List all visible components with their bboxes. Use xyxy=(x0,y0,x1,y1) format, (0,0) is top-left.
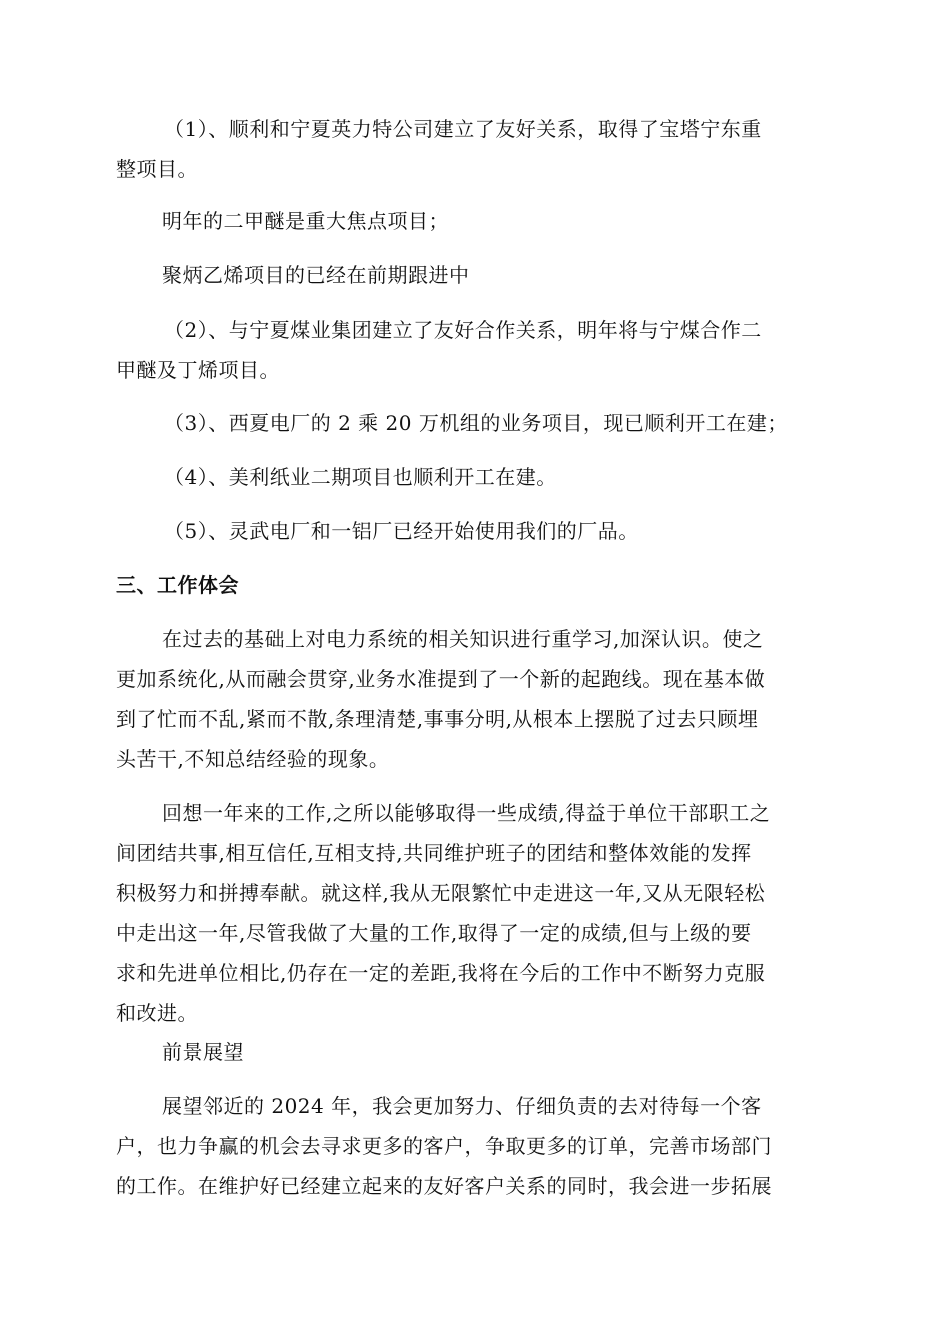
text-line: 户，也力争赢的机会去寻求更多的客户，争取更多的订单，完善市场部门 xyxy=(116,1134,772,1158)
text-line: 头苦干,不知总结经验的现象。 xyxy=(116,747,390,771)
text-line: 整项目。 xyxy=(116,157,198,181)
item-5 xyxy=(116,403,832,443)
item-2 xyxy=(116,201,832,241)
text-line: （5）、灵武电厂和一铝厂已经开始使用我们的厂品。 xyxy=(164,519,639,543)
paragraph-4 xyxy=(116,1086,832,1206)
text-line: 明年的二甲醚是重大焦点项目； xyxy=(162,209,449,233)
text-line: （4）、美利纸业二期项目也顺利开工在建。 xyxy=(164,465,557,489)
text-line: 积极努力和拼搏奉献。就这样,我从无限繁忙中走进这一年,又从无限轻松 xyxy=(116,881,766,905)
text-line: （2）、与宁夏煤业集团建立了友好合作关系，明年将与宁煤合作二 xyxy=(164,318,762,342)
text-line: 间团结共事,相互信任,互相支持,共同维护班子的团结和整体效能的发挥 xyxy=(116,841,752,865)
text-line: 聚炳乙烯项目的已经在前期跟进中 xyxy=(162,263,470,287)
text-line: 在过去的基础上对电力系统的相关知识进行重学习,加深认识。使之 xyxy=(162,627,764,651)
section-heading xyxy=(116,565,832,605)
item-7 xyxy=(116,511,832,551)
item-3 xyxy=(116,255,832,295)
item-4 xyxy=(116,310,832,390)
text-line: 到了忙而不乱,紧而不散,条理清楚,事事分明,从根本上摆脱了过去只顾埋 xyxy=(116,707,759,731)
text-line: 和改进。 xyxy=(116,1001,198,1025)
text-line: 中走出这一年,尽管我做了大量的工作,取得了一定的成绩,但与上级的要 xyxy=(116,921,752,945)
text-line: 甲醚及丁烯项目。 xyxy=(116,358,280,382)
paragraph-1 xyxy=(116,619,832,779)
text-line: 回想一年来的工作,之所以能够取得一些成绩,得益于单位干部职工之 xyxy=(162,801,771,825)
text-line: （1）、顺利和宁夏英力特公司建立了友好关系，取得了宝塔宁东重 xyxy=(164,117,762,141)
text-line: （3）、西夏电厂的 2 乘 20 万机组的业务项目，现已顺利开工在建； xyxy=(164,411,788,435)
heading-text: 三、工作体会 xyxy=(116,573,239,597)
text-line: 展望邻近的 2024 年，我会更加努力、仔细负责的去对待每一个客 xyxy=(162,1094,762,1118)
item-1 xyxy=(116,109,832,189)
paragraph-2 xyxy=(116,793,832,1033)
paragraph-3 xyxy=(116,1032,832,1072)
text-line: 求和先进单位相比,仍存在一定的差距,我将在今后的工作中不断努力克服 xyxy=(116,961,766,985)
text-line: 更加系统化,从而融会贯穿,业务水准提到了一个新的起跑线。现在基本做 xyxy=(116,667,766,691)
text-line: 的工作。在维护好已经建立起来的友好客户关系的同时，我会进一步拓展 xyxy=(116,1174,772,1198)
text-line: 前景展望 xyxy=(162,1040,244,1064)
item-6 xyxy=(116,457,832,497)
